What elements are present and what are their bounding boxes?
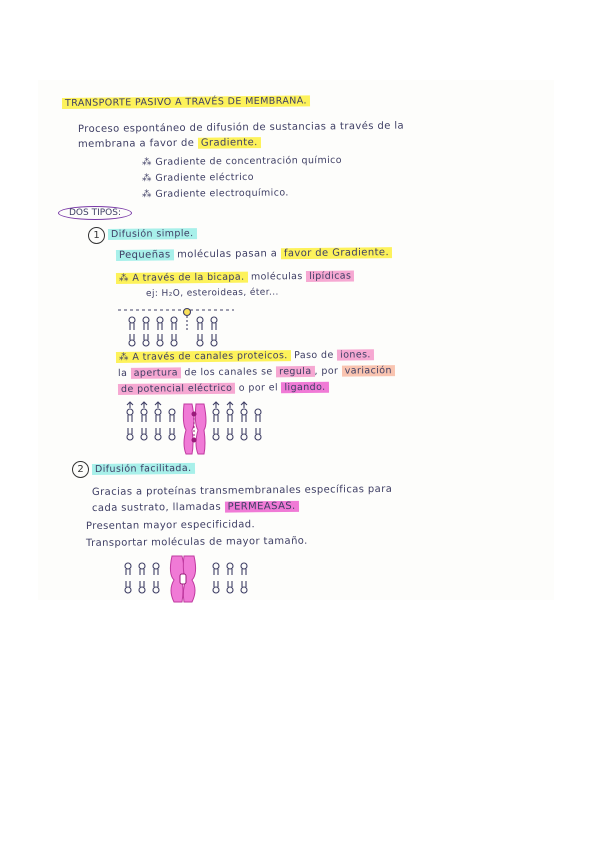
permease-diagram	[120, 554, 260, 604]
lipid-example: ej: H₂O, esteroideas, éter...	[145, 287, 279, 299]
simple-description: Pequeñas moléculas pasan a favor de Gradiente.	[116, 247, 392, 261]
bullet-electrochemical: ⁂ Gradiente electroquímico.	[141, 187, 289, 200]
page-title: TRANSPORTE PASIVO A TRAVÉS DE MEMBRANA.	[62, 95, 310, 109]
simple-title: Difusión simple.	[108, 228, 197, 240]
protein-channels-line: ⁂ A través de canales proteicos. Paso de iones.	[116, 349, 374, 363]
definition-line-1: Proceso espontáneo de difusión de sustancias a través de la	[77, 120, 405, 135]
types-label: DOS TIPOS:	[58, 206, 132, 220]
facilitated-line-3: Presentan mayor especificidad.	[85, 519, 256, 532]
section-number-1: 1	[88, 227, 105, 244]
section-number-2: 2	[72, 461, 89, 478]
bullet-electric: ⁂ Gradiente eléctrico	[141, 171, 255, 184]
facilitated-title: Difusión facilitada.	[92, 463, 195, 475]
facilitated-line-2: cada sustrato, llamadas PERMEASAS.	[92, 501, 299, 514]
bullet-chemical: ⁂ Gradiente de concentración químico	[141, 154, 343, 168]
definition-line-2: membrana a favor de Gradiente.	[78, 137, 261, 150]
aperture-line: la apertura de los canales se regula , por variación	[118, 365, 395, 379]
ion-channel-diagram	[122, 400, 272, 458]
potential-line: de potencial eléctrico o por el ligando.	[118, 382, 329, 395]
bilayer-diagram	[118, 306, 238, 348]
lipid-bilayer-line: ⁂ A través de la bicapa. moléculas lipídicas	[116, 271, 354, 284]
facilitated-line-4: Transportar moléculas de mayor tamaño.	[85, 535, 308, 549]
facilitated-line-1: Gracias a proteínas transmembranales específicas para	[91, 483, 393, 498]
